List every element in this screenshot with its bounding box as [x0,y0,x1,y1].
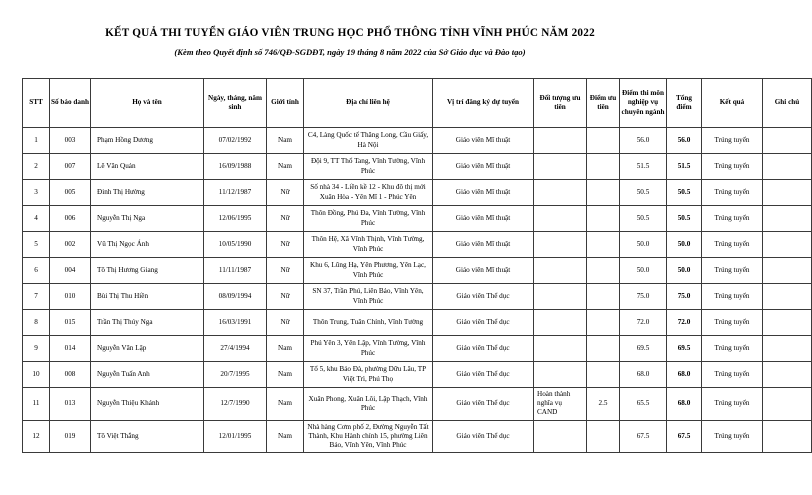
cell-ket-qua: Trúng tuyển [702,420,763,453]
cell-tong-diem: 68.0 [667,388,702,421]
cell-doi-tuong-uu-tien [534,180,587,206]
table-header-row [23,79,812,128]
column-header-stt: STT [23,79,50,128]
cell-ghi-chu [763,128,812,154]
cell-so-bao-danh: 007 [50,154,91,180]
cell-diem-thi-mon: 67.5 [620,420,667,453]
cell-ghi-chu [763,284,812,310]
cell-stt: 8 [23,310,50,336]
cell-diem-uu-tien [587,362,620,388]
cell-gioi-tinh: Nam [267,336,304,362]
cell-vi-tri: Giáo viên Mĩ thuật [433,128,534,154]
page-subtitle: (Kèm theo Quyết định số 746/QĐ-SGDĐT, ngày 19 tháng 8 năm 2022 của Sở Giáo dục và Đào tạo) [174,47,526,57]
cell-doi-tuong-uu-tien [534,258,587,284]
cell-diem-thi-mon: 56.0 [620,128,667,154]
cell-ket-qua: Trúng tuyển [702,206,763,232]
column-header-tong-diem: Tổng điểm [667,79,702,128]
cell-diem-uu-tien [587,128,620,154]
cell-ket-qua: Trúng tuyển [702,336,763,362]
cell-tong-diem: 56.0 [667,128,702,154]
cell-ket-qua: Trúng tuyển [702,258,763,284]
cell-ho-va-ten: Nguyễn Văn Lập [91,336,204,362]
cell-diem-uu-tien [587,284,620,310]
cell-ngay-sinh: 12/01/1995 [204,420,267,453]
cell-stt: 2 [23,154,50,180]
cell-tong-diem: 50.5 [667,206,702,232]
cell-gioi-tinh: Nam [267,420,304,453]
cell-gioi-tinh: Nữ [267,310,304,336]
cell-diem-uu-tien [587,258,620,284]
column-header-gioi-tinh: Giới tính [267,79,304,128]
cell-ket-qua: Trúng tuyển [702,128,763,154]
column-header-ket-qua: Kết quả [702,79,763,128]
cell-stt: 3 [23,180,50,206]
cell-doi-tuong-uu-tien [534,310,587,336]
cell-ngay-sinh: 11/11/1987 [204,258,267,284]
cell-stt: 7 [23,284,50,310]
results-table-container [22,78,800,453]
cell-stt: 4 [23,206,50,232]
cell-dia-chi: Phú Yên 3, Yên Lập, Vĩnh Tường, Vĩnh Phúc [304,336,433,362]
cell-tong-diem: 50.0 [667,232,702,258]
table-row [23,128,812,154]
cell-diem-thi-mon: 51.5 [620,154,667,180]
cell-doi-tuong-uu-tien [534,128,587,154]
cell-dia-chi: Xuân Phong, Xuân Lôi, Lập Thạch, Vĩnh Phúc [304,388,433,421]
cell-so-bao-danh: 014 [50,336,91,362]
cell-diem-thi-mon: 75.0 [620,284,667,310]
cell-ghi-chu [763,388,812,421]
cell-diem-uu-tien [587,336,620,362]
cell-dia-chi: Số nhà 34 - Liền kề 12 - Khu đô thị mới Xuân Hòa - Yên Mĩ 1 - Phúc Yên [304,180,433,206]
table-row [23,388,812,421]
cell-tong-diem: 68.0 [667,362,702,388]
cell-vi-tri: Giáo viên Thể dục [433,420,534,453]
cell-vi-tri: Giáo viên Thể dục [433,362,534,388]
cell-diem-thi-mon: 50.5 [620,206,667,232]
cell-ghi-chu [763,420,812,453]
cell-vi-tri: Giáo viên Mĩ thuật [433,258,534,284]
cell-tong-diem: 75.0 [667,284,702,310]
cell-ho-va-ten: Bùi Thị Thu Hiền [91,284,204,310]
cell-ghi-chu [763,310,812,336]
cell-stt: 1 [23,128,50,154]
column-header-dia-chi: Địa chỉ liên hệ [304,79,433,128]
cell-diem-thi-mon: 50.0 [620,258,667,284]
table-row [23,310,812,336]
cell-dia-chi: Đội 9, TT Thổ Tang, Vĩnh Tường, Vĩnh Phúc [304,154,433,180]
cell-ngay-sinh: 11/12/1987 [204,180,267,206]
cell-ghi-chu [763,232,812,258]
column-header-ho-va-ten: Họ và tên [91,79,204,128]
cell-dia-chi: Thôn Đồng, Phú Đa, Vĩnh Tường, Vĩnh Phúc [304,206,433,232]
cell-ket-qua: Trúng tuyển [702,362,763,388]
results-table [22,78,812,453]
cell-tong-diem: 50.0 [667,258,702,284]
cell-ghi-chu [763,258,812,284]
table-row [23,154,812,180]
cell-diem-thi-mon: 68.0 [620,362,667,388]
cell-stt: 5 [23,232,50,258]
cell-ho-va-ten: Vũ Thị Ngọc Ánh [91,232,204,258]
cell-doi-tuong-uu-tien [534,206,587,232]
cell-so-bao-danh: 005 [50,180,91,206]
cell-ho-va-ten: Nguyễn Tuấn Anh [91,362,204,388]
cell-ho-va-ten: Nguyễn Thiệu Khánh [91,388,204,421]
cell-gioi-tinh: Nam [267,154,304,180]
cell-ket-qua: Trúng tuyển [702,284,763,310]
column-header-vi-tri: Vị trí đăng ký dự tuyển [433,79,534,128]
cell-so-bao-danh: 013 [50,388,91,421]
cell-ghi-chu [763,336,812,362]
table-row [23,232,812,258]
cell-dia-chi: SN 37, Trần Phú, Liên Bảo, Vĩnh Yên, Vĩnh Phúc [304,284,433,310]
cell-tong-diem: 69.5 [667,336,702,362]
cell-stt: 9 [23,336,50,362]
cell-gioi-tinh: Nam [267,388,304,421]
cell-dia-chi: Thôn Hệ, Xã Vĩnh Thịnh, Vĩnh Tường, Vĩnh Phúc [304,232,433,258]
table-row [23,420,812,453]
cell-doi-tuong-uu-tien [534,232,587,258]
table-header [23,79,812,128]
cell-diem-uu-tien [587,154,620,180]
cell-diem-thi-mon: 72.0 [620,310,667,336]
cell-tong-diem: 51.5 [667,154,702,180]
cell-doi-tuong-uu-tien: Hoàn thành nghĩa vụ CAND [534,388,587,421]
cell-ket-qua: Trúng tuyển [702,154,763,180]
cell-vi-tri: Giáo viên Thể dục [433,388,534,421]
cell-gioi-tinh: Nam [267,362,304,388]
cell-diem-uu-tien [587,206,620,232]
table-row [23,284,812,310]
cell-gioi-tinh: Nam [267,128,304,154]
cell-ngay-sinh: 10/05/1990 [204,232,267,258]
cell-so-bao-danh: 002 [50,232,91,258]
cell-stt: 10 [23,362,50,388]
cell-stt: 6 [23,258,50,284]
cell-ngay-sinh: 16/03/1991 [204,310,267,336]
cell-tong-diem: 72.0 [667,310,702,336]
column-header-ngay-sinh: Ngày, tháng, năm sinh [204,79,267,128]
cell-ket-qua: Trúng tuyển [702,310,763,336]
cell-dia-chi: Khu 6, Lũng Hạ, Yên Phương, Yên Lạc, Vĩnh Phúc [304,258,433,284]
cell-diem-uu-tien: 2.5 [587,388,620,421]
cell-ngay-sinh: 08/09/1994 [204,284,267,310]
cell-gioi-tinh: Nữ [267,258,304,284]
column-header-diem-thi-mon: Điểm thi môn nghiệp vụ chuyên ngành [620,79,667,128]
cell-ghi-chu [763,362,812,388]
cell-gioi-tinh: Nữ [267,232,304,258]
table-row [23,206,812,232]
cell-so-bao-danh: 003 [50,128,91,154]
cell-ho-va-ten: Nguyễn Thị Nga [91,206,204,232]
cell-diem-thi-mon: 50.5 [620,180,667,206]
cell-diem-uu-tien [587,310,620,336]
cell-ho-va-ten: Tô Thị Hương Giang [91,258,204,284]
cell-ho-va-ten: Lê Văn Quản [91,154,204,180]
cell-tong-diem: 50.5 [667,180,702,206]
cell-vi-tri: Giáo viên Mĩ thuật [433,206,534,232]
cell-doi-tuong-uu-tien [534,362,587,388]
cell-gioi-tinh: Nữ [267,284,304,310]
table-row [23,362,812,388]
table-row [23,336,812,362]
cell-ghi-chu [763,180,812,206]
cell-so-bao-danh: 008 [50,362,91,388]
cell-so-bao-danh: 004 [50,258,91,284]
cell-dia-chi: Tổ 5, khu Bảo Đà, phường Dữu Lâu, TP Việt Trì, Phú Thọ [304,362,433,388]
column-header-diem-uu-tien: Điểm ưu tiên [587,79,620,128]
cell-doi-tuong-uu-tien [534,336,587,362]
cell-so-bao-danh: 019 [50,420,91,453]
page-title: KẾT QUẢ THI TUYỂN GIÁO VIÊN TRUNG HỌC PHỔ THÔNG TỈNH VĨNH PHÚC NĂM 2022 [105,27,595,39]
cell-ngay-sinh: 27/4/1994 [204,336,267,362]
cell-gioi-tinh: Nữ [267,206,304,232]
cell-ket-qua: Trúng tuyển [702,232,763,258]
cell-diem-uu-tien [587,180,620,206]
cell-vi-tri: Giáo viên Thể dục [433,336,534,362]
cell-so-bao-danh: 015 [50,310,91,336]
cell-doi-tuong-uu-tien [534,154,587,180]
table-row [23,258,812,284]
cell-ngay-sinh: 16/09/1988 [204,154,267,180]
cell-dia-chi: C4, Làng Quốc tế Thăng Long, Cầu Giấy, Hà Nội [304,128,433,154]
table-body [23,128,812,453]
cell-ho-va-ten: Trần Thị Thúy Nga [91,310,204,336]
cell-doi-tuong-uu-tien [534,420,587,453]
cell-vi-tri: Giáo viên Thể dục [433,284,534,310]
cell-diem-thi-mon: 50.0 [620,232,667,258]
cell-ngay-sinh: 12/7/1990 [204,388,267,421]
cell-vi-tri: Giáo viên Mĩ thuật [433,154,534,180]
cell-dia-chi: Nhà hàng Cơm phố 2, Đường Nguyễn Tất Thành, Khu Hành chính 15, phường Liên Bảo, Vĩnh Yên, Vĩnh Phúc [304,420,433,453]
table-row [23,180,812,206]
column-header-ghi-chu: Ghi chú [763,79,812,128]
cell-diem-thi-mon: 69.5 [620,336,667,362]
cell-ghi-chu [763,154,812,180]
cell-diem-uu-tien [587,232,620,258]
cell-dia-chi: Thôn Trung, Tuân Chính, Vĩnh Tường [304,310,433,336]
cell-doi-tuong-uu-tien [534,284,587,310]
cell-vi-tri: Giáo viên Mĩ thuật [433,232,534,258]
cell-so-bao-danh: 010 [50,284,91,310]
cell-ngay-sinh: 20/7/1995 [204,362,267,388]
cell-stt: 12 [23,420,50,453]
cell-ngay-sinh: 12/06/1995 [204,206,267,232]
cell-so-bao-danh: 006 [50,206,91,232]
cell-stt: 11 [23,388,50,421]
cell-ngay-sinh: 07/02/1992 [204,128,267,154]
cell-ho-va-ten: Phạm Hồng Dương [91,128,204,154]
cell-ghi-chu [763,206,812,232]
cell-ket-qua: Trúng tuyển [702,388,763,421]
cell-tong-diem: 67.5 [667,420,702,453]
cell-ho-va-ten: Tô Việt Thắng [91,420,204,453]
cell-vi-tri: Giáo viên Thể dục [433,310,534,336]
column-header-doi-tuong-uu-tien: Đối tượng ưu tiên [534,79,587,128]
cell-vi-tri: Giáo viên Mĩ thuật [433,180,534,206]
column-header-so-bao-danh: Số báo danh [50,79,91,128]
cell-ket-qua: Trúng tuyển [702,180,763,206]
cell-gioi-tinh: Nữ [267,180,304,206]
cell-ho-va-ten: Đinh Thị Hường [91,180,204,206]
cell-diem-thi-mon: 65.5 [620,388,667,421]
cell-diem-uu-tien [587,420,620,453]
